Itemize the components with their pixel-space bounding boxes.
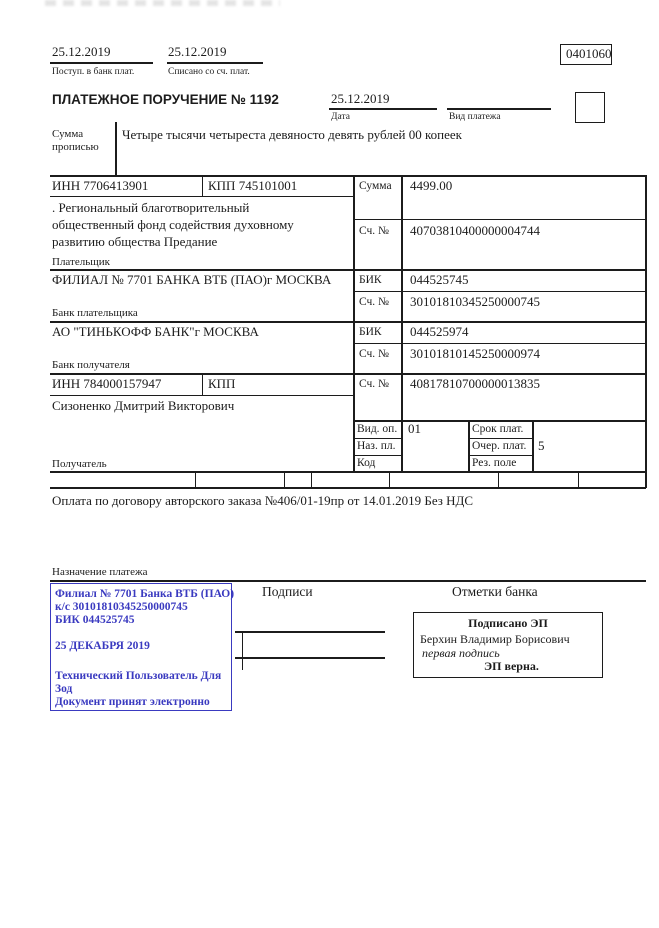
- stamp-line: Документ принят электронно: [55, 696, 210, 708]
- table-line: [50, 471, 646, 473]
- table-line: [353, 438, 401, 439]
- sum-value: 4499.00: [410, 178, 453, 193]
- payer-bank-acc: 30101810345250000745: [410, 294, 540, 309]
- payee-bank-acc-label: Сч. №: [359, 348, 390, 360]
- debited-date: 25.12.2019: [168, 44, 227, 59]
- table-line: [532, 420, 534, 472]
- form-code-box: [560, 44, 612, 65]
- table-line: [50, 373, 646, 375]
- stamp-line: 25 ДЕКАБРЯ 2019: [55, 640, 150, 652]
- received-date-underline: [50, 62, 153, 64]
- payer-bank-label: Банк плательщика: [52, 307, 138, 319]
- stamp-line: к/с 30101810345250000745: [55, 601, 188, 613]
- stamp-line: БИК 044525745: [55, 614, 135, 626]
- op-type-value: 01: [408, 421, 421, 436]
- reserve-label: Рез. поле: [472, 457, 517, 469]
- payee-name: Сизоненко Дмитрий Викторович: [52, 398, 235, 413]
- signatures-title: Подписи: [262, 584, 313, 599]
- amount-words-divider: [115, 122, 117, 175]
- bank-marks-title: Отметки банка: [452, 584, 538, 599]
- table-line: [202, 373, 203, 396]
- purpose-underline: [50, 580, 646, 582]
- stamp-line: Технический Пользователь Для: [55, 670, 222, 682]
- marks-signature-kind: первая подпись: [422, 646, 500, 660]
- payer-inn: ИНН 7706413901: [52, 178, 149, 193]
- marks-verified: ЭП верна.: [484, 659, 539, 673]
- payer-bank-bik-label: БИК: [359, 274, 382, 286]
- strip-divider: [311, 472, 312, 487]
- table-line: [468, 438, 532, 439]
- order-label: Очер. плат.: [472, 440, 527, 452]
- top-edge-print-residue: [45, 0, 280, 6]
- table-line: [50, 175, 646, 177]
- strip-divider: [284, 472, 285, 487]
- op-type-label: Вид. оп.: [357, 423, 398, 435]
- table-line: [468, 420, 470, 472]
- document-title: ПЛАТЕЖНОЕ ПОРУЧЕНИЕ № 1192: [52, 92, 279, 107]
- table-line: [353, 175, 355, 472]
- payer-bank-acc-label: Сч. №: [359, 296, 390, 308]
- payment-type-label: Вид платежа: [449, 112, 501, 122]
- payee-kpp-label: КПП: [208, 376, 236, 391]
- sum-cell-label: Сумма: [359, 180, 392, 192]
- table-line: [645, 175, 647, 488]
- table-line: [50, 487, 646, 489]
- document-date-underline: [329, 108, 437, 110]
- purpose-code-label: Наз. пл.: [357, 440, 396, 452]
- table-line: [353, 291, 646, 292]
- term-label: Срок плат.: [472, 423, 524, 435]
- form-code: 0401060: [566, 46, 612, 61]
- payer-name-line: общественный фонд содействия духовному: [52, 217, 294, 232]
- bank-marks-box: [413, 612, 603, 678]
- stamp-line: Филиал № 7701 Банка ВТБ (ПАО): [55, 588, 235, 600]
- marks-signed: Подписано ЭП: [468, 616, 548, 630]
- payee-acc: 40817810700000013835: [410, 376, 540, 391]
- payer-acc-value: 40703810400000004744: [410, 223, 540, 238]
- table-line: [353, 219, 646, 220]
- received-date: 25.12.2019: [52, 44, 111, 59]
- payee-bank-name: АО "ТИНЬКОФФ БАНК"г МОСКВА: [52, 324, 259, 339]
- bank-electronic-stamp: [50, 583, 235, 711]
- payer-kpp: КПП 745101001: [208, 178, 298, 193]
- payment-type-underline: [447, 108, 551, 110]
- payer-name-line: . Региональный благотворительный: [52, 200, 250, 215]
- amount-words-text: Четыре тысячи четыреста девяносто девять рублей 00 копеек: [122, 127, 462, 142]
- payee-label: Получатель: [52, 458, 107, 470]
- strip-divider: [389, 472, 390, 487]
- payee-bank-acc: 30101810145250000974: [410, 346, 540, 361]
- code-label: Код: [357, 457, 376, 469]
- received-date-label: Поступ. в банк плат.: [52, 67, 135, 77]
- payer-acc-label: Сч. №: [359, 225, 390, 237]
- stamp-line: Зод: [55, 683, 73, 695]
- payee-acc-label: Сч. №: [359, 378, 390, 390]
- signature-line: [235, 631, 385, 633]
- table-line: [50, 269, 646, 271]
- payment-purpose-label: Назначение платежа: [52, 566, 148, 578]
- payee-bank-bik: 044525974: [410, 324, 469, 339]
- table-line: [401, 175, 403, 472]
- table-line: [353, 420, 646, 422]
- document-date-label: Дата: [331, 112, 350, 122]
- strip-divider: [578, 472, 579, 487]
- payer-bank-name: ФИЛИАЛ № 7701 БАНКА ВТБ (ПАО)г МОСКВА: [52, 272, 332, 287]
- debited-date-label: Списано со сч. плат.: [168, 67, 250, 77]
- table-line: [202, 175, 203, 197]
- payer-bank-bik: 044525745: [410, 272, 469, 287]
- payee-bank-label: Банк получателя: [52, 359, 130, 371]
- amount-words-label-1: Сумма: [52, 128, 84, 140]
- signature-tick: [242, 631, 243, 670]
- table-line: [353, 455, 401, 456]
- table-line: [353, 343, 646, 344]
- table-line: [468, 455, 532, 456]
- table-line: [50, 321, 646, 323]
- debited-date-underline: [167, 62, 263, 64]
- document-date: 25.12.2019: [331, 91, 390, 106]
- marks-signer: Берхин Владимир Борисович: [420, 632, 570, 646]
- payer-name-line: развитию общества Предание: [52, 234, 218, 249]
- amount-words-label-2: прописью: [52, 141, 99, 153]
- strip-divider: [498, 472, 499, 487]
- payee-bank-bik-label: БИК: [359, 326, 382, 338]
- payer-label: Плательщик: [52, 256, 110, 268]
- order-value: 5: [538, 438, 545, 453]
- payment-type-box: [575, 92, 605, 123]
- signature-line: [235, 657, 385, 659]
- payment-purpose-text: Оплата по договору авторского заказа №406/01-19пр от 14.01.2019 Без НДС: [52, 493, 474, 508]
- payee-inn: ИНН 784000157947: [52, 376, 162, 391]
- strip-divider: [195, 472, 196, 487]
